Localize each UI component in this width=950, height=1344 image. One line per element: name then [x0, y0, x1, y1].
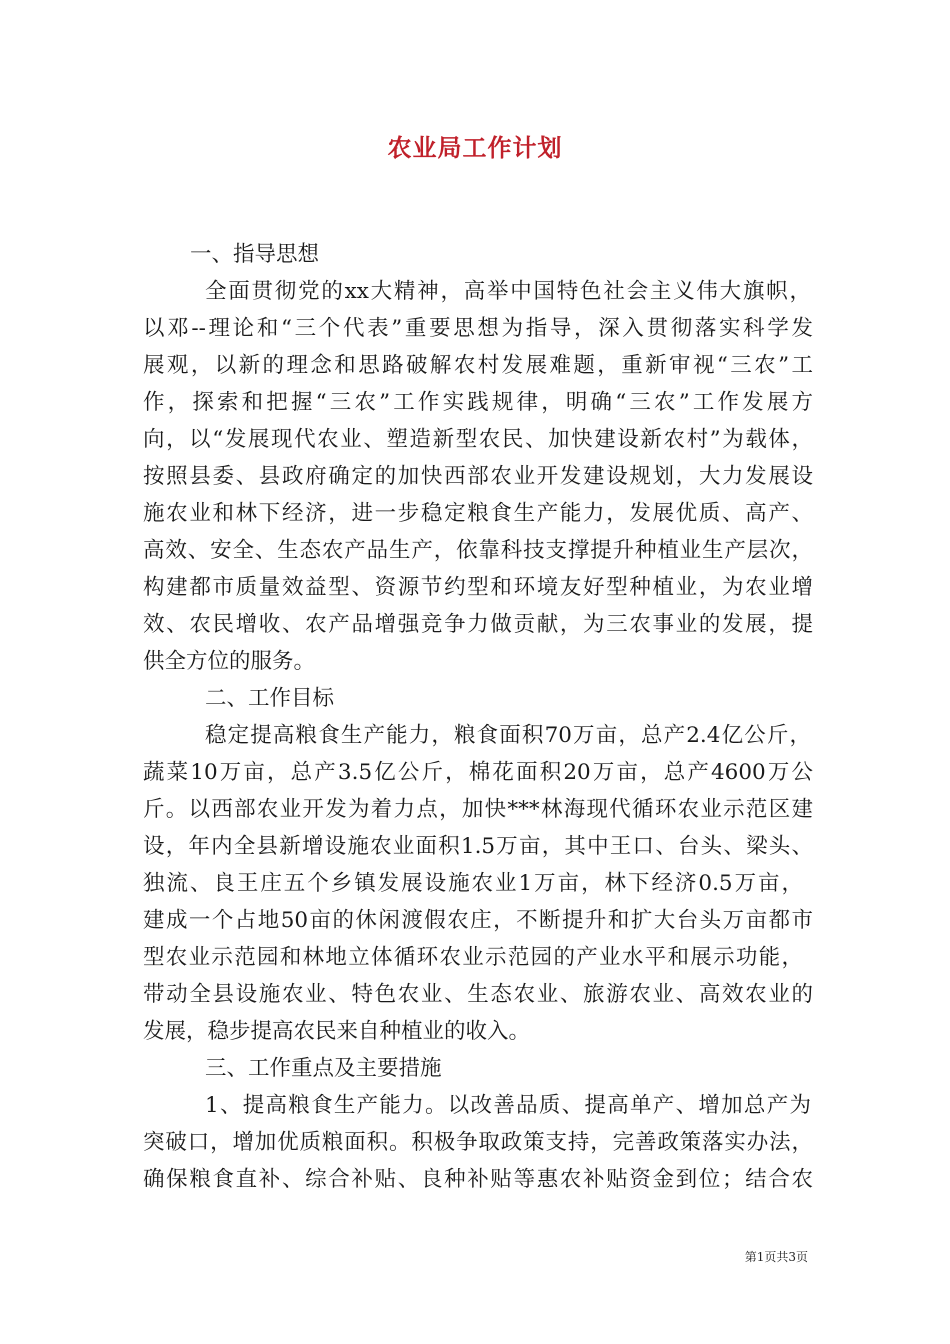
- paragraph-line: 施农业和林下经济，进一步稳定粮食生产能力，发展优质、高产、: [143, 501, 813, 526]
- paragraph-line: 作，探索和把握“三农”工作实践规律，明确“三农”工作发展方: [143, 390, 813, 415]
- paragraph-line: 以邓--理论和“三个代表”重要思想为指导，深入贯彻落实科学发: [143, 316, 813, 341]
- paragraph-line: 按照县委、县政府确定的加快西部农业开发建设规划，大力发展设: [143, 464, 813, 489]
- paragraph-line: 1、提高粮食生产能力。以改善品质、提高单产、增加总产为: [205, 1093, 811, 1118]
- document-title: 农业局工作计划: [387, 133, 563, 162]
- paragraph-line: 构建都市质量效益型、资源节约型和环境友好型种植业，为农业增: [143, 575, 813, 600]
- paragraph-line: 蔬菜10万亩，总产3.5亿公斤，棉花面积20万亩，总产4600万公: [143, 760, 813, 785]
- paragraph-line: 全面贯彻党的xx大精神，高举中国特色社会主义伟大旗帜，: [205, 279, 811, 304]
- paragraph-line: 斤。以西部农业开发为着力点，加快***林海现代循环农业示范区建: [143, 797, 813, 822]
- paragraph-line: 高效、安全、生态农产品生产，依靠科技支撑提升种植业生产层次，: [143, 538, 813, 563]
- paragraph-line: 确保粮食直补、综合补贴、良种补贴等惠农补贴资金到位；结合农: [143, 1167, 813, 1192]
- paragraph-line: 型农业示范园和林地立体循环农业示范园的产业水平和展示功能，: [143, 945, 803, 970]
- paragraph-line: 向，以“发展现代农业、塑造新型农民、加快建设新农村”为载体，: [143, 427, 813, 452]
- paragraph-line: 设，年内全县新增设施农业面积1.5万亩，其中王口、台头、梁头、: [143, 834, 813, 859]
- paragraph-line: 带动全县设施农业、特色农业、生态农业、旅游农业、高效农业的: [143, 982, 813, 1007]
- paragraph-line: 突破口，增加优质粮面积。积极争取政策支持，完善政策落实办法，: [143, 1130, 813, 1155]
- paragraph-line: 供全方位的服务。: [143, 649, 316, 674]
- paragraph-line: 展观，以新的理念和思路破解农村发展难题，重新审视“三农”工: [143, 353, 813, 378]
- paragraph-line: 发展，稳步提高农民来自种植业的收入。: [143, 1019, 531, 1044]
- heading-work-goals: 二、工作目标: [205, 686, 335, 711]
- page-number-footer: 第1页共3页: [744, 1250, 808, 1264]
- paragraph-line: 稳定提高粮食生产能力，粮食面积70万亩，总产2.4亿公斤，: [205, 723, 811, 748]
- paragraph-line: 效、农民增收、农产品增强竞争力做贡献，为三农事业的发展，提: [143, 612, 813, 637]
- heading-key-tasks: 三、工作重点及主要措施: [205, 1056, 442, 1081]
- paragraph-line: 建成一个占地50亩的休闲渡假农庄，不断提升和扩大台头万亩都市: [143, 908, 813, 933]
- paragraph-line: 独流、良王庄五个乡镇发展设施农业1万亩，林下经济0.5万亩，: [143, 871, 803, 896]
- heading-guiding-ideology: 一、指导思想: [190, 242, 320, 267]
